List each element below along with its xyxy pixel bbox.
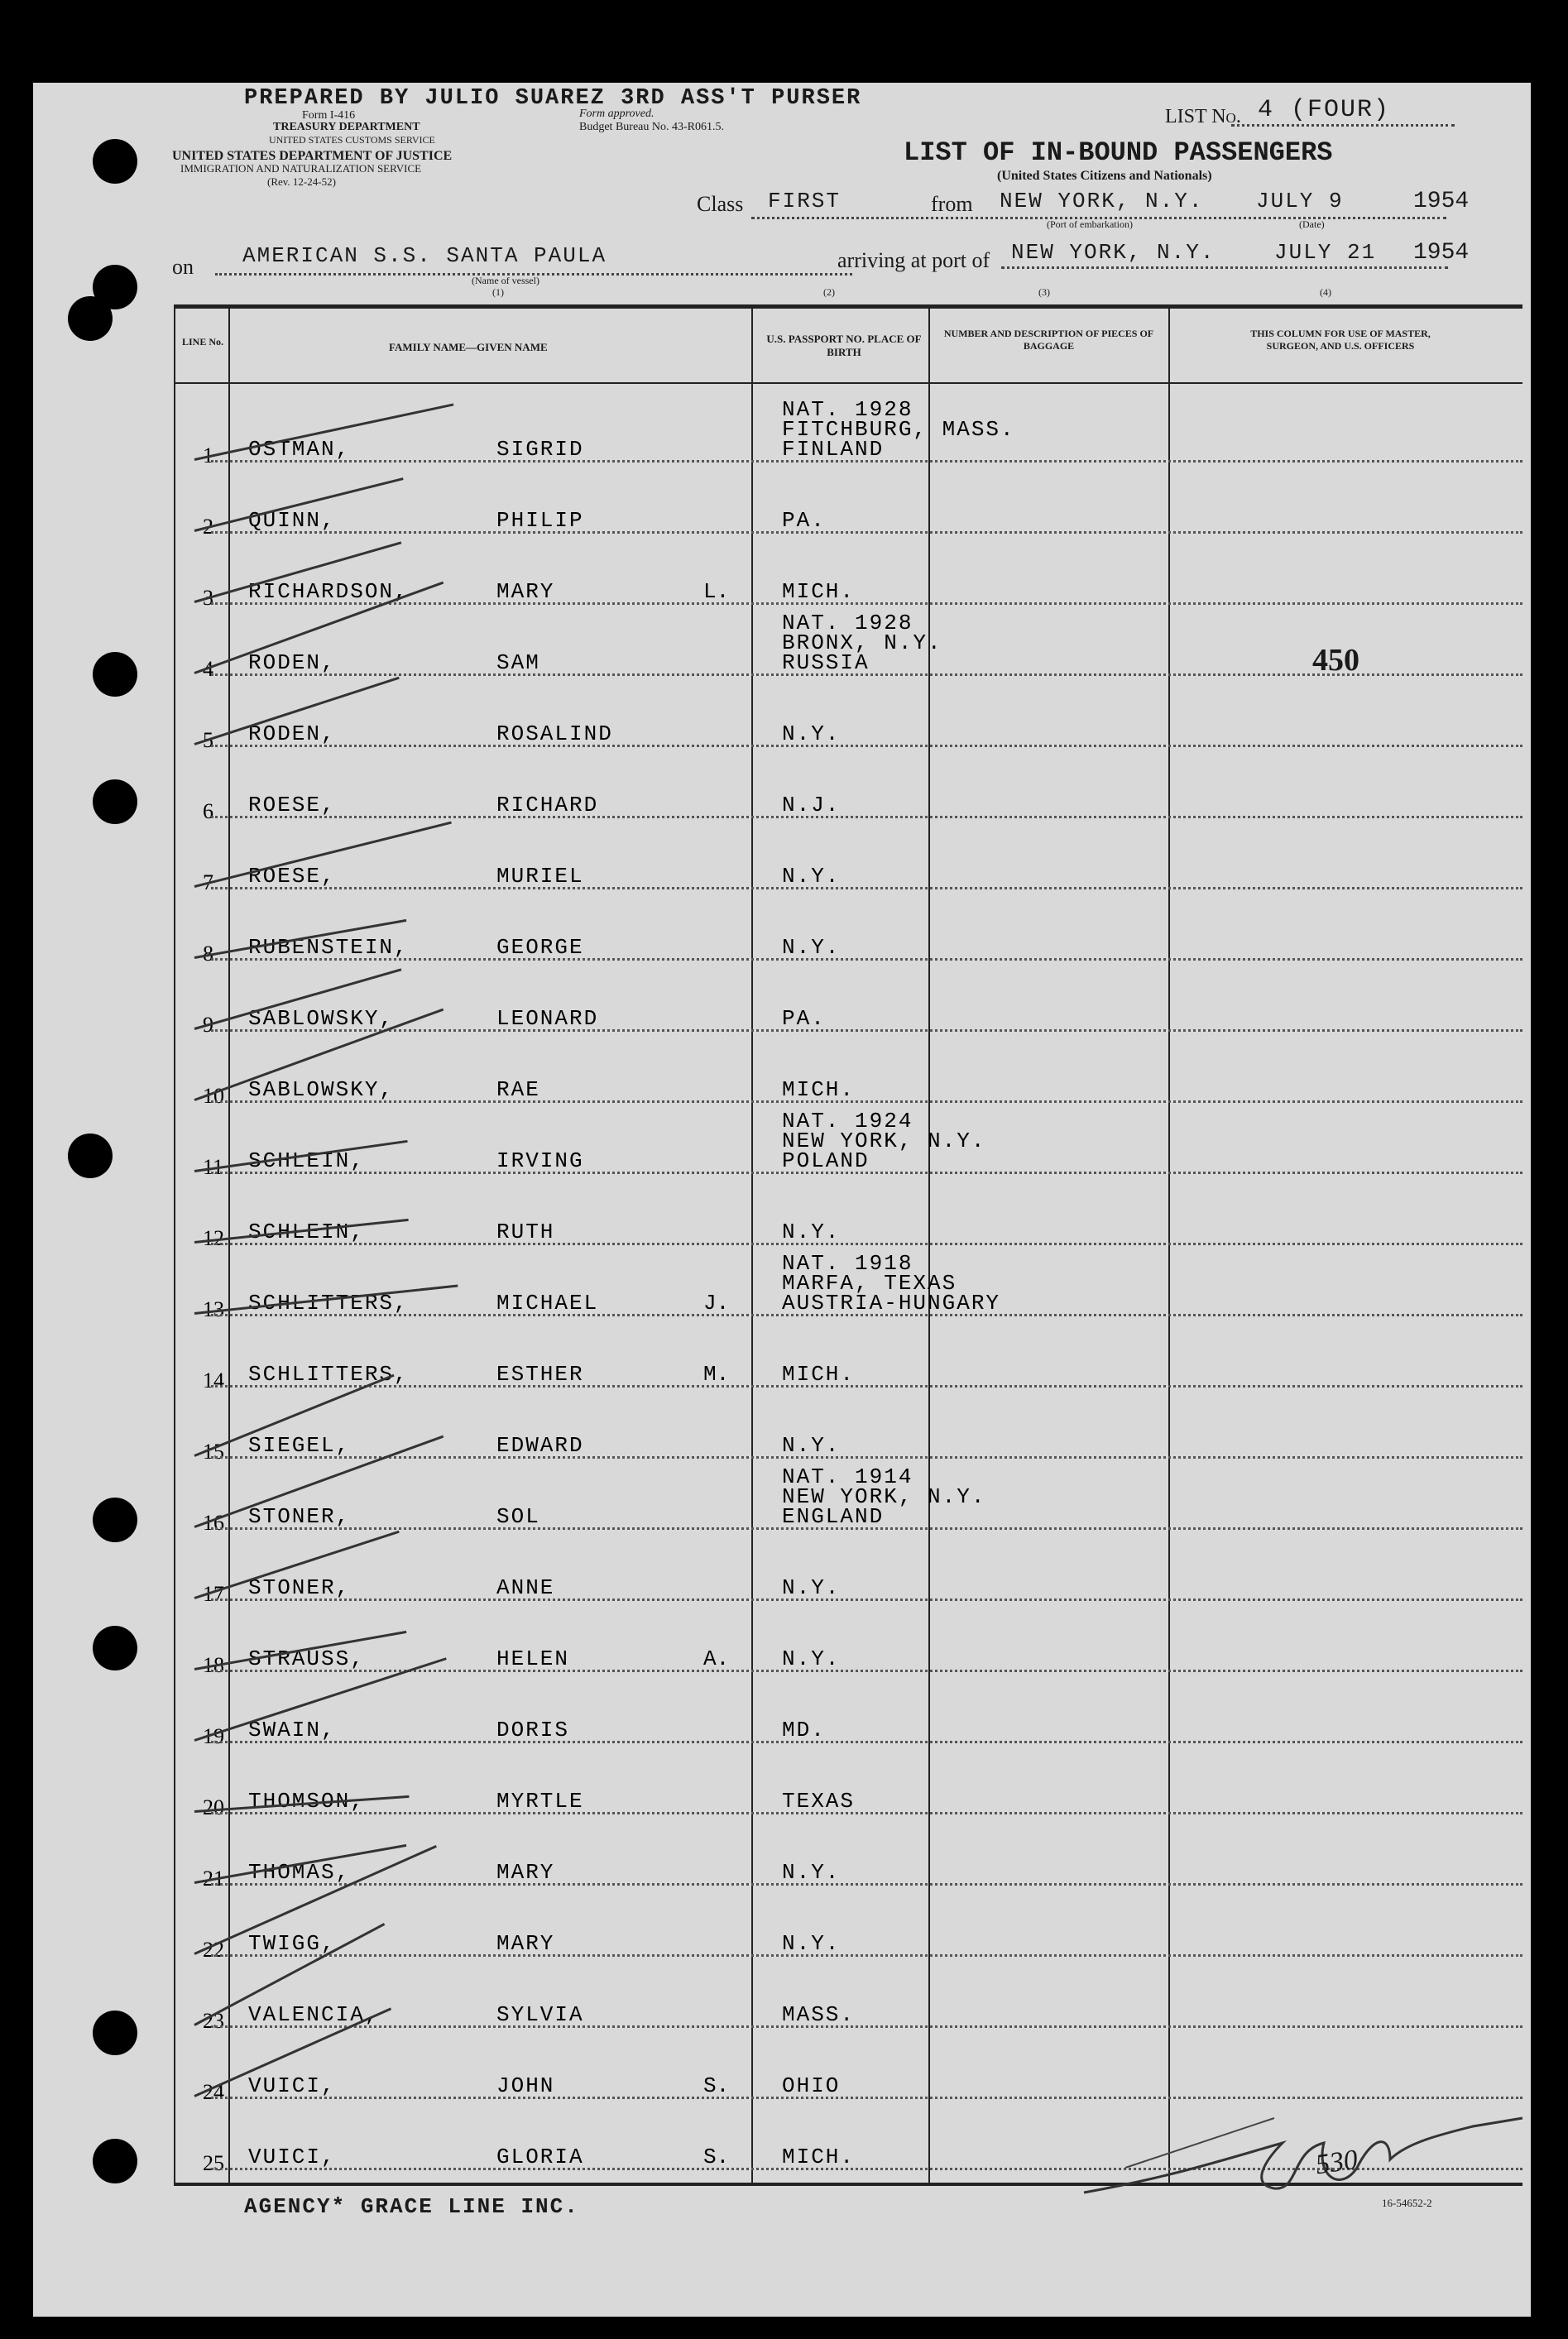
- family-name: THOMSON,: [248, 1789, 365, 1814]
- family-name: TWIGG,: [248, 1931, 336, 1956]
- punch-hole: [93, 139, 137, 184]
- row-dotted-line: [211, 2025, 1522, 2028]
- row-dotted-line: [211, 1527, 1522, 1530]
- family-name: STONER,: [248, 1575, 351, 1600]
- middle-initial: M.: [703, 1362, 730, 1387]
- given-name: RUTH: [496, 1220, 555, 1244]
- birthplace: MASS.: [782, 2002, 856, 2027]
- birthplace: FINLAND: [782, 437, 885, 462]
- line-number: 7: [203, 870, 213, 894]
- birthplace: TEXAS: [782, 1789, 856, 1814]
- treasury-department: TREASURY DEPARTMENT: [273, 121, 420, 133]
- header-baggage: NUMBER AND DESCRIPTION OF PIECES OF BAGGAGE: [943, 328, 1154, 352]
- birthplace: PA.: [782, 508, 826, 533]
- given-name: MARY: [496, 1860, 555, 1885]
- line-number: 19: [203, 1724, 224, 1748]
- table-row: [33, 1759, 1531, 1830]
- customs-service: UNITED STATES CUSTOMS SERVICE: [269, 134, 435, 146]
- row-dotted-line: [211, 1100, 1522, 1103]
- given-name: RICHARD: [496, 793, 599, 817]
- line-number: 13: [203, 1297, 224, 1321]
- naturalization: NAT. 1914: [782, 1464, 913, 1489]
- birthplace: N.Y.: [782, 1575, 841, 1600]
- from-label: from: [931, 192, 973, 216]
- from-date: JULY 9: [1256, 189, 1344, 213]
- given-name: MURIEL: [496, 864, 584, 889]
- birthplace: MICH.: [782, 1362, 856, 1387]
- birthplace: N.J.: [782, 793, 841, 817]
- table-row: [33, 905, 1531, 976]
- birthplace: ENGLAND: [782, 1504, 885, 1529]
- birthplace: N.Y.: [782, 1220, 841, 1244]
- middle-initial: S.: [703, 2145, 730, 2169]
- family-name: VUICI,: [248, 2145, 336, 2169]
- list-no-label: LIST No.: [1165, 106, 1241, 127]
- family-name: SCHLEIN,: [248, 1148, 365, 1173]
- given-name: MARY: [496, 1931, 555, 1956]
- row-dotted-line: [211, 531, 1522, 534]
- line-number: 23: [203, 2009, 224, 2033]
- given-name: SYLVIA: [496, 2002, 584, 2027]
- birthplace: N.Y.: [782, 935, 841, 960]
- birthplace: AUSTRIA-HUNGARY: [782, 1291, 1001, 1316]
- birthplace: N.Y.: [782, 1646, 841, 1671]
- birthplace: N.Y.: [782, 1433, 841, 1458]
- line-number: 3: [203, 586, 213, 610]
- row-dotted-line: [211, 1456, 1522, 1459]
- naturalization: NAT. 1928: [782, 611, 913, 635]
- row-dotted-line: [211, 1172, 1522, 1174]
- class-label: Class: [697, 192, 744, 216]
- given-name: ROSALIND: [496, 721, 613, 746]
- given-name: EDWARD: [496, 1433, 584, 1458]
- middle-initial: L.: [703, 579, 730, 604]
- family-name: RUBENSTEIN,: [248, 935, 409, 960]
- family-name: SWAIN,: [248, 1718, 336, 1742]
- family-name: SIEGEL,: [248, 1433, 351, 1458]
- from-port: NEW YORK, N.Y.: [1000, 189, 1204, 213]
- line-number: 9: [203, 1013, 213, 1037]
- family-name: RODEN,: [248, 721, 336, 746]
- col2-number: (2): [823, 286, 835, 298]
- given-name: PHILIP: [496, 508, 584, 533]
- birthplace: N.Y.: [782, 721, 841, 746]
- arrival-year: 1954: [1413, 240, 1470, 266]
- middle-initial: J.: [703, 1291, 730, 1316]
- row-dotted-line: [211, 958, 1522, 961]
- table-row: [33, 1972, 1531, 2044]
- birthplace: N.Y.: [782, 1931, 841, 1956]
- arriving-label: arriving at port of: [837, 248, 990, 272]
- class-value: FIRST: [768, 189, 842, 213]
- table-row: [33, 1251, 1531, 1332]
- form-approved: Form approved.: [579, 108, 655, 120]
- line-number: 2: [203, 515, 213, 539]
- from-year: 1954: [1413, 189, 1470, 214]
- table-row: [33, 397, 1531, 478]
- given-name: MARY: [496, 579, 555, 604]
- table-row: [33, 1688, 1531, 1759]
- family-name: STRAUSS,: [248, 1646, 365, 1671]
- list-title: LIST OF IN-BOUND PASSENGERS: [904, 137, 1333, 168]
- line-number: 15: [203, 1440, 224, 1464]
- table-row: [33, 1464, 1531, 1546]
- vessel-caption: (Name of vessel): [472, 275, 539, 286]
- birthplace: MICH.: [782, 579, 856, 604]
- given-name: HELEN: [496, 1646, 570, 1671]
- row-dotted-line: [211, 1954, 1522, 1957]
- department-of-justice: UNITED STATES DEPARTMENT OF JUSTICE: [172, 149, 453, 163]
- birthplace: RUSSIA: [782, 650, 870, 675]
- table-row: [33, 1901, 1531, 1972]
- birthplace: N.Y.: [782, 1860, 841, 1885]
- line-number: 6: [203, 799, 213, 823]
- line-number: 14: [203, 1368, 224, 1392]
- row-dotted-line: [211, 1029, 1522, 1032]
- family-name: RICHARDSON,: [248, 579, 409, 604]
- given-name: RAE: [496, 1077, 540, 1102]
- table-row: [33, 478, 1531, 549]
- row-dotted-line: [211, 887, 1522, 889]
- header-passport: U.S. PASSPORT NO. PLACE OF BIRTH: [766, 333, 922, 358]
- family-name: SCHLEIN,: [248, 1220, 365, 1244]
- line-number: 8: [203, 942, 213, 966]
- family-name: ROESE,: [248, 793, 336, 817]
- arrival-port: NEW YORK, N.Y.: [1011, 240, 1216, 265]
- list-subtitle: (United States Citizens and Nationals): [997, 169, 1212, 183]
- col4-number: (4): [1320, 286, 1331, 298]
- middle-initial: S.: [703, 2073, 730, 2098]
- family-name: ROESE,: [248, 864, 336, 889]
- birthplace: NEW YORK, N.Y.: [782, 1129, 986, 1153]
- col1-number: (1): [492, 286, 504, 298]
- table-row: [33, 1332, 1531, 1403]
- family-name: OSTMAN,: [248, 437, 351, 462]
- family-name: SCHLITTERS,: [248, 1291, 409, 1316]
- middle-initial: A.: [703, 1646, 730, 1671]
- family-name: QUINN,: [248, 508, 336, 533]
- form-code: 16-54652-2: [1382, 2197, 1432, 2209]
- birthplace: PA.: [782, 1006, 826, 1031]
- row-dotted-line: [211, 1883, 1522, 1886]
- punch-hole: [68, 296, 113, 341]
- arrival-date: JULY 21: [1274, 240, 1377, 265]
- row-dotted-line: [211, 1243, 1522, 1245]
- table-row: [33, 1546, 1531, 1617]
- signature-mark: [1076, 2085, 1539, 2217]
- line-number: 11: [203, 1155, 224, 1179]
- date-caption: (Date): [1299, 218, 1325, 230]
- header-line-no: LINE No.: [182, 336, 224, 347]
- header-officers: THIS COLUMN FOR USE OF MASTER, SURGEON, AND U.S. OFFICERS: [1250, 328, 1431, 352]
- row-dotted-line: [211, 1314, 1522, 1316]
- row-dotted-line: [211, 1598, 1522, 1601]
- given-name: MICHAEL: [496, 1291, 599, 1316]
- table-row: [33, 611, 1531, 692]
- family-name: VALENCIA,: [248, 2002, 380, 2027]
- header-bottom-border: [174, 382, 1522, 384]
- line-number: 24: [203, 2080, 224, 2104]
- naturalization: NAT. 1928: [782, 397, 913, 422]
- given-name: LEONARD: [496, 1006, 599, 1031]
- line-number: 17: [203, 1582, 224, 1606]
- row-dotted-line: [211, 602, 1522, 605]
- family-name: THOMAS,: [248, 1860, 351, 1885]
- header-name: FAMILY NAME—GIVEN NAME: [389, 341, 548, 353]
- line-number: 18: [203, 1653, 224, 1677]
- given-name: GEORGE: [496, 935, 584, 960]
- line-number: 12: [203, 1226, 224, 1250]
- birthplace: MARFA, TEXAS: [782, 1271, 957, 1296]
- row-dotted-line: [211, 1385, 1522, 1388]
- birthplace: MICH.: [782, 1077, 856, 1102]
- given-name: MYRTLE: [496, 1789, 584, 1814]
- given-name: IRVING: [496, 1148, 584, 1173]
- birthplace: FITCHBURG, MASS.: [782, 417, 1015, 442]
- table-row: [33, 763, 1531, 834]
- table-row: [33, 1109, 1531, 1190]
- line-number: 25: [203, 2151, 224, 2175]
- table-row: [33, 1617, 1531, 1688]
- row-dotted-line: [211, 1812, 1522, 1814]
- family-name: VUICI,: [248, 2073, 336, 2098]
- prepared-by: PREPARED BY JULIO SUAREZ 3RD ASS'T PURSER: [244, 86, 862, 111]
- family-name: SCHLITTERS,: [248, 1362, 409, 1387]
- given-name: SIGRID: [496, 437, 584, 462]
- manifest-page: [33, 83, 1531, 2317]
- line-number: 1: [203, 443, 213, 467]
- line-number: 22: [203, 1938, 224, 1962]
- table-row: [33, 976, 1531, 1047]
- table-top-border: [174, 304, 1522, 309]
- naturalization: NAT. 1918: [782, 1251, 913, 1276]
- birthplace: N.Y.: [782, 864, 841, 889]
- arrival-line: [1001, 266, 1448, 269]
- port-embarkation-caption: (Port of embarkation): [1047, 218, 1133, 230]
- line-number: 21: [203, 1867, 224, 1891]
- list-no-line: [1231, 124, 1455, 127]
- birthplace: MICH.: [782, 2145, 856, 2169]
- given-name: JOHN: [496, 2073, 555, 2098]
- given-name: GLORIA: [496, 2145, 584, 2169]
- line-number: 4: [203, 657, 213, 681]
- birthplace: POLAND: [782, 1148, 870, 1173]
- row-dotted-line: [211, 460, 1522, 463]
- officer-annotation: 450: [1312, 643, 1359, 678]
- ins-label: IMMIGRATION AND NATURALIZATION SERVICE: [180, 162, 422, 175]
- row-dotted-line: [211, 1741, 1522, 1743]
- list-no-value: 4 (FOUR): [1258, 96, 1391, 124]
- line-number: 5: [203, 728, 213, 752]
- col3-number: (3): [1038, 286, 1050, 298]
- on-label: on: [172, 255, 194, 279]
- birthplace: BRONX, N.Y.: [782, 630, 942, 655]
- family-name: RODEN,: [248, 650, 336, 675]
- given-name: SAM: [496, 650, 540, 675]
- vessel-name: AMERICAN S.S. SANTA PAULA: [242, 243, 607, 268]
- birthplace: OHIO: [782, 2073, 841, 2098]
- family-name: STONER,: [248, 1504, 351, 1529]
- table-row: [33, 1830, 1531, 1901]
- table-row: [33, 692, 1531, 763]
- given-name: DORIS: [496, 1718, 570, 1742]
- family-name: SABLOWSKY,: [248, 1077, 395, 1102]
- line-number: 20: [203, 1795, 224, 1819]
- row-dotted-line: [211, 745, 1522, 747]
- table-row: [33, 834, 1531, 905]
- revision: (Rev. 12-24-52): [267, 175, 336, 188]
- line-number: 16: [203, 1511, 224, 1535]
- agency-footer: AGENCY* GRACE LINE INC.: [244, 2194, 579, 2219]
- line-number: 10: [203, 1084, 224, 1108]
- signature-number: 530: [1313, 2144, 1360, 2181]
- budget-bureau: Budget Bureau No. 43-R061.5.: [579, 121, 724, 133]
- given-name: SOL: [496, 1504, 540, 1529]
- given-name: ANNE: [496, 1575, 555, 1600]
- birthplace: NEW YORK, N.Y.: [782, 1484, 986, 1509]
- form-number: Form I-416: [302, 109, 356, 122]
- given-name: ESTHER: [496, 1362, 584, 1387]
- row-dotted-line: [211, 816, 1522, 818]
- birthplace: MD.: [782, 1718, 826, 1742]
- naturalization: NAT. 1924: [782, 1109, 913, 1134]
- family-name: SABLOWSKY,: [248, 1006, 395, 1031]
